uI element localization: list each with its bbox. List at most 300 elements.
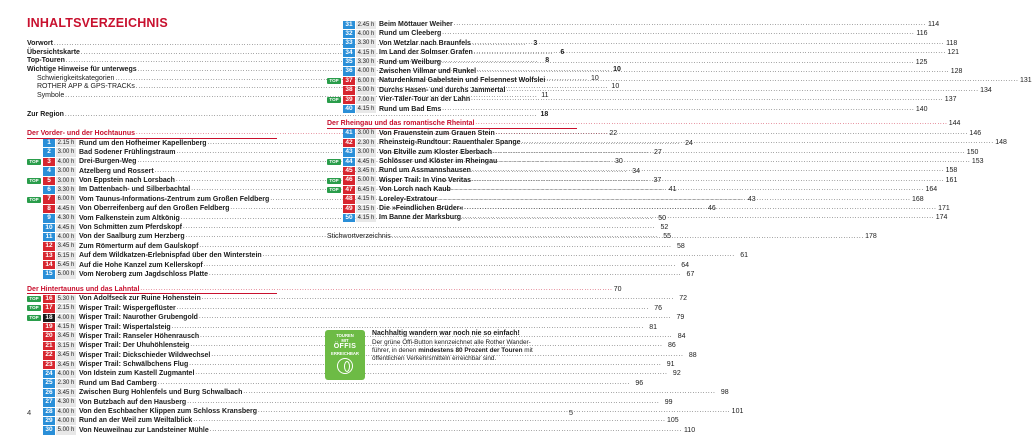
top-tour-badge bbox=[327, 87, 341, 93]
leader-dots bbox=[545, 76, 1019, 85]
tour-number: 16 bbox=[43, 295, 55, 303]
leader-dots bbox=[492, 148, 966, 157]
tour-entry[interactable] bbox=[327, 95, 957, 104]
toc-entry-label: Vorwort bbox=[27, 40, 53, 47]
tour-title: Vom Neroberg zum Jagdschloss Platte bbox=[79, 270, 209, 278]
tour-page: 134 bbox=[980, 86, 992, 94]
tour-number: 25 bbox=[43, 379, 55, 387]
tour-entry[interactable] bbox=[27, 313, 685, 322]
tour-number: 46 bbox=[343, 176, 355, 184]
tour-title: Im Dattenbach- und Silberbachtal bbox=[79, 186, 191, 194]
tour-title: Zwischen Burg Hohlenfels und Burg Schwalbach bbox=[79, 389, 243, 397]
tour-page: 125 bbox=[915, 58, 928, 66]
top-tour-badge bbox=[27, 262, 41, 268]
leader-dots bbox=[471, 166, 945, 175]
tour-page: 67 bbox=[686, 270, 695, 278]
tour-duration: 5.45 h bbox=[57, 262, 75, 269]
tour-page: 158 bbox=[945, 167, 958, 175]
tour-page: 146 bbox=[969, 129, 982, 137]
page-number-right: 5 bbox=[568, 408, 573, 417]
top-tour-badge: TOP bbox=[327, 187, 341, 193]
tour-duration: 2.30 h bbox=[357, 139, 375, 146]
toc-entry-label: Stichwortverzeichnis bbox=[327, 232, 391, 240]
tour-duration: 3.15 h bbox=[57, 342, 75, 349]
tour-number: 36 bbox=[343, 67, 355, 75]
tour-page: 50 bbox=[658, 214, 667, 222]
tour-number: 2 bbox=[43, 148, 55, 156]
section-heading-rheingau[interactable] bbox=[327, 120, 961, 129]
leader-dots bbox=[391, 233, 865, 242]
tour-number: 40 bbox=[343, 105, 355, 113]
toc-entry-zur-region[interactable] bbox=[27, 110, 549, 120]
tour-duration: 4.00 h bbox=[57, 370, 75, 377]
tour-number: 10 bbox=[43, 224, 55, 232]
tour-page: 164 bbox=[925, 186, 938, 194]
leader-dots bbox=[453, 20, 927, 29]
toc-entry-label: Zur Region bbox=[27, 110, 64, 118]
tour-number: 12 bbox=[43, 242, 55, 250]
top-tour-badge: TOP bbox=[327, 159, 341, 165]
leader-dots bbox=[451, 185, 925, 194]
tour-duration: 3.45 h bbox=[57, 243, 75, 250]
tour-entry[interactable] bbox=[27, 388, 729, 397]
top-tour-badge bbox=[27, 168, 41, 174]
tour-duration: 4.45 h bbox=[57, 205, 75, 212]
tour-page: 140 bbox=[915, 105, 928, 113]
tour-page: 76 bbox=[654, 304, 663, 312]
leader-dots bbox=[461, 213, 935, 222]
tour-entry[interactable] bbox=[27, 426, 696, 435]
tour-title: Drei-Burgen-Weg bbox=[79, 158, 137, 166]
top-tour-badge bbox=[27, 399, 41, 405]
oepnv-badge bbox=[325, 330, 365, 380]
tour-number: 8 bbox=[43, 205, 55, 213]
top-tour-badge bbox=[27, 343, 41, 349]
top-tour-badge bbox=[327, 22, 341, 28]
tour-number: 45 bbox=[343, 167, 355, 175]
tour-entry[interactable] bbox=[27, 323, 658, 332]
top-tour-badge bbox=[27, 140, 41, 146]
tour-title: Wisper Trail: Schwälbchens Flug bbox=[79, 361, 189, 369]
tour-title: Wisper Trail: Dickschieder Wildwechsel bbox=[79, 351, 211, 359]
tour-duration: 3.45 h bbox=[57, 389, 75, 396]
tour-number: 29 bbox=[43, 417, 55, 425]
tour-page: 148 bbox=[995, 139, 1007, 147]
toc-entry-label: Übersichtskarte bbox=[27, 48, 80, 56]
top-tour-badge bbox=[27, 381, 41, 387]
top-tour-badge bbox=[27, 243, 41, 249]
tour-number: 39 bbox=[343, 96, 355, 104]
tour-page: 61 bbox=[740, 252, 748, 260]
top-tour-badge: TOP bbox=[27, 315, 41, 321]
top-tour-badge bbox=[27, 215, 41, 221]
tour-title: Wisper Trail: Wispergeflüster bbox=[79, 304, 176, 312]
tour-duration: 3.45 h bbox=[57, 352, 75, 359]
tour-title: Von Idstein zum Kastell Zugmantel bbox=[79, 370, 195, 378]
top-tour-badge bbox=[27, 324, 41, 330]
tour-page: 131 bbox=[1020, 77, 1032, 85]
badge-line-mit: MIT bbox=[341, 338, 349, 343]
tour-duration: 6.45 h bbox=[357, 186, 375, 193]
tour-entry[interactable] bbox=[27, 379, 644, 388]
tour-duration: 6.00 h bbox=[357, 77, 375, 84]
tour-page: 27 bbox=[654, 148, 662, 156]
tour-duration: 4.00 h bbox=[57, 233, 75, 240]
tour-duration: 3.00 h bbox=[357, 149, 375, 156]
tour-title: Atzelberg und Rossert bbox=[79, 167, 154, 175]
tour-number: 37 bbox=[343, 77, 355, 85]
section-title: Der Rheingau und das romantische Rheintal bbox=[327, 120, 475, 128]
top-tour-badge bbox=[327, 131, 341, 137]
tour-entry[interactable] bbox=[27, 223, 669, 232]
tour-page: 168 bbox=[912, 195, 924, 203]
tour-number: 38 bbox=[343, 86, 355, 94]
tour-number: 28 bbox=[43, 408, 55, 416]
tour-number: 20 bbox=[43, 332, 55, 340]
tour-duration: 3.00 h bbox=[57, 149, 75, 156]
tour-duration: 3.00 h bbox=[57, 168, 75, 175]
tour-page: 37 bbox=[653, 177, 662, 185]
tour-entry[interactable] bbox=[327, 105, 928, 114]
tour-duration: 4.30 h bbox=[57, 215, 75, 222]
tour-duration: 4.00 h bbox=[57, 158, 75, 165]
section-page: 70 bbox=[613, 285, 622, 293]
leader-dots bbox=[521, 138, 995, 147]
tour-page: 121 bbox=[947, 49, 960, 57]
oepnv-text bbox=[372, 330, 579, 363]
tour-entry[interactable] bbox=[327, 213, 948, 222]
tour-number: 31 bbox=[343, 21, 355, 29]
top-tour-badge bbox=[27, 253, 41, 259]
tour-page: 91 bbox=[666, 361, 675, 369]
leader-dots bbox=[476, 67, 950, 76]
oepnv-body-1: Der grüne Öffi-Button kennzeichnet alle Rother Wander- bbox=[372, 338, 531, 346]
tour-title: Von Eltville zum Kloster Eberbach bbox=[379, 148, 493, 156]
tour-number: 22 bbox=[43, 351, 55, 359]
tour-title: Rund um den Hofheimer Kapellenberg bbox=[79, 139, 207, 147]
tour-title: Rund um Assmannshausen bbox=[379, 167, 471, 175]
top-tour-badge bbox=[27, 428, 41, 434]
top-tour-badge bbox=[27, 418, 41, 424]
tour-number: 19 bbox=[43, 323, 55, 331]
top-tour-badge bbox=[27, 187, 41, 193]
tour-page: 43 bbox=[747, 195, 756, 203]
top-tour-badge: TOP bbox=[327, 178, 341, 184]
tour-number: 32 bbox=[343, 30, 355, 38]
tour-duration: 4.15 h bbox=[357, 106, 375, 113]
tour-number: 14 bbox=[43, 261, 55, 269]
tour-title: Rund um Bad Ems bbox=[379, 105, 442, 113]
tour-page: 55 bbox=[663, 233, 671, 241]
tour-duration: 7.00 h bbox=[357, 96, 375, 103]
top-tour-badge bbox=[27, 371, 41, 377]
top-tour-badge: TOP bbox=[27, 305, 41, 311]
tour-duration: 2.30 h bbox=[57, 380, 75, 387]
tour-title: Von Lorch nach Kaub bbox=[379, 186, 451, 194]
tour-number: 13 bbox=[43, 252, 55, 260]
tour-entry[interactable] bbox=[327, 58, 928, 67]
tour-title: Von Adolfseck zur Ruine Hohenstein bbox=[79, 295, 201, 303]
leader-dots bbox=[505, 86, 979, 95]
badge-line-erreichbar: ERREICHBAR bbox=[331, 351, 359, 356]
tour-page: 174 bbox=[935, 214, 948, 222]
tour-duration: 4.15 h bbox=[357, 196, 375, 203]
top-tour-badge bbox=[27, 225, 41, 231]
oepnv-body-2b: mindestens 80 Prozent der Touren bbox=[418, 346, 523, 354]
tour-duration: 3.30 h bbox=[357, 59, 375, 66]
top-tour-badge: TOP bbox=[27, 296, 41, 302]
tour-page: 110 bbox=[683, 426, 696, 434]
tour-title: Zum Römerturm auf dem Gaulskopf bbox=[79, 242, 199, 250]
tour-duration: 3.15 h bbox=[357, 205, 375, 212]
tour-title: Zwischen Villmar und Runkel bbox=[379, 67, 477, 75]
leader-dots bbox=[441, 29, 915, 38]
tour-page: 116 bbox=[916, 30, 928, 38]
tour-title: Rheinsteig-Rundtour: Rauenthaler Spange bbox=[379, 139, 521, 147]
tour-page: 98 bbox=[720, 389, 729, 397]
tour-title: Naturdenkmal Gabelstein und Felsennest Wolfslei bbox=[379, 77, 546, 85]
leader-dots bbox=[473, 48, 947, 57]
toc-entry-label: Schwierigkeitskategorien bbox=[37, 74, 115, 82]
section-page: 22 bbox=[609, 130, 618, 137]
top-tour-badge bbox=[327, 149, 341, 155]
tour-number: 50 bbox=[343, 214, 355, 222]
tour-page: 34 bbox=[632, 167, 641, 175]
tour-entry[interactable] bbox=[27, 304, 663, 313]
tour-entry[interactable] bbox=[27, 251, 748, 260]
tour-number: 42 bbox=[343, 139, 355, 147]
tour-entry[interactable] bbox=[327, 20, 940, 29]
tour-number: 15 bbox=[43, 270, 55, 278]
toc-entry-page: 10 bbox=[613, 66, 621, 74]
tour-page: 105 bbox=[666, 417, 679, 425]
tour-title: Rund an der Weil zum Weiltalblick bbox=[79, 417, 193, 425]
tour-title: Vier-Täler-Tour an der Lahn bbox=[379, 96, 471, 104]
tour-entry[interactable] bbox=[27, 270, 695, 279]
tour-number: 41 bbox=[343, 129, 355, 137]
tour-duration: 2.45 h bbox=[357, 21, 375, 28]
tour-entry[interactable] bbox=[27, 360, 675, 369]
oepnv-body-2c: mit bbox=[522, 346, 533, 354]
tour-duration: 3.00 h bbox=[357, 130, 375, 137]
tour-duration: 3.00 h bbox=[57, 177, 75, 184]
tour-duration: 3.30 h bbox=[357, 40, 375, 47]
tour-page: 92 bbox=[672, 370, 681, 378]
tour-duration: 4.15 h bbox=[357, 214, 375, 221]
oepnv-body-3: öffentlichen Verkehrsmitteln erreichbar sind. bbox=[372, 354, 497, 362]
tour-entry[interactable] bbox=[327, 48, 960, 57]
tour-page: 64 bbox=[681, 261, 690, 269]
leader-dots bbox=[471, 176, 945, 185]
tour-number: 9 bbox=[43, 214, 55, 222]
top-tour-badge bbox=[327, 59, 341, 65]
tour-number: 4 bbox=[43, 167, 55, 175]
toc-entry-label: ROTHER APP & GPS-TRACKs bbox=[37, 83, 135, 91]
tour-title: Durchs Hasen- und durchs Jammertal bbox=[379, 86, 506, 94]
tour-title: Im Banne der Marksburg bbox=[379, 214, 462, 222]
tour-number: 44 bbox=[343, 158, 355, 166]
toc-entry-label: Wichtige Hinweise für unterwegs bbox=[27, 66, 137, 74]
tour-duration: 5.00 h bbox=[357, 177, 375, 184]
tour-number: 33 bbox=[343, 39, 355, 47]
tour-number: 34 bbox=[343, 49, 355, 57]
tour-duration: 5.00 h bbox=[357, 87, 375, 94]
tour-duration: 4.45 h bbox=[357, 158, 375, 165]
tour-page: 161 bbox=[945, 176, 958, 184]
tour-entry[interactable] bbox=[327, 29, 928, 38]
leader-dots bbox=[441, 105, 915, 114]
tour-title: Rund um Bad Camberg bbox=[79, 379, 157, 387]
tour-page: 150 bbox=[966, 148, 979, 156]
tour-page: 99 bbox=[664, 398, 673, 406]
tour-duration: 5.15 h bbox=[57, 252, 75, 259]
tour-page: 101 bbox=[731, 408, 744, 416]
tour-title: Von Oberreifenberg auf den Großen Feldberg bbox=[79, 205, 230, 213]
tour-number: 43 bbox=[343, 148, 355, 156]
tour-duration: 2.15 h bbox=[57, 305, 75, 312]
tour-entry[interactable] bbox=[27, 242, 685, 251]
tour-title: Von Eppstein nach Lorsbach bbox=[79, 177, 175, 185]
tour-page: 81 bbox=[649, 323, 658, 331]
top-tour-badge: TOP bbox=[327, 78, 341, 84]
top-tour-badge bbox=[27, 150, 41, 156]
tour-title: Von Butzbach auf den Hausberg bbox=[79, 398, 187, 406]
tour-entry[interactable] bbox=[27, 407, 744, 416]
tour-duration: 3.30 h bbox=[57, 186, 75, 193]
leader-dots bbox=[471, 39, 945, 48]
top-tour-badge bbox=[327, 69, 341, 75]
tour-number: 27 bbox=[43, 398, 55, 406]
tour-page: 79 bbox=[676, 314, 685, 322]
tour-title: Vom Falkenstein zum Altkönig bbox=[79, 214, 180, 222]
leader-dots bbox=[470, 95, 944, 104]
oepnv-body-2a: führer, in denen bbox=[372, 346, 419, 354]
tour-duration: 5.30 h bbox=[57, 295, 75, 302]
tour-number: 30 bbox=[43, 426, 55, 434]
top-tour-badge bbox=[327, 215, 341, 221]
top-tour-badge bbox=[327, 206, 341, 212]
tour-page: 171 bbox=[938, 205, 950, 213]
tour-number: 49 bbox=[343, 205, 355, 213]
tour-title: Wisper Trail: Der Uhuhöhlensteig bbox=[79, 342, 190, 350]
tour-duration: 2.15 h bbox=[57, 140, 75, 146]
tour-duration: 6.00 h bbox=[57, 196, 75, 203]
tour-duration: 5.00 h bbox=[57, 271, 75, 278]
top-tour-badge bbox=[327, 50, 341, 56]
tour-page: 88 bbox=[688, 351, 697, 359]
top-tour-badge: TOP bbox=[27, 178, 41, 184]
toc-entry-page: 178 bbox=[865, 232, 877, 240]
section-heading-hintertaunus[interactable] bbox=[27, 285, 622, 294]
top-tour-badge bbox=[327, 168, 341, 174]
tour-title: Rund um Weilburg bbox=[379, 58, 442, 66]
tour-duration: 4.15 h bbox=[57, 324, 75, 331]
tour-entry[interactable] bbox=[27, 369, 681, 378]
toc-entry-page: 3 bbox=[533, 40, 538, 47]
tour-number: 7 bbox=[43, 195, 55, 203]
tour-entry[interactable] bbox=[27, 294, 688, 303]
tour-title: Von der Saalburg zum Herzberg bbox=[79, 233, 185, 241]
tour-number: 6 bbox=[43, 186, 55, 194]
tour-page: 153 bbox=[971, 158, 984, 166]
top-tour-badge bbox=[327, 196, 341, 202]
tour-number: 35 bbox=[343, 58, 355, 66]
tour-entry[interactable] bbox=[27, 261, 690, 270]
top-tour-badge bbox=[327, 106, 341, 112]
tour-number: 18 bbox=[43, 314, 55, 322]
top-tour-badge bbox=[27, 272, 41, 278]
tour-duration: 3.45 h bbox=[57, 361, 75, 368]
tour-page: 24 bbox=[685, 139, 693, 147]
top-tour-badge bbox=[327, 140, 341, 146]
tour-title: Von Wetzlar nach Braunfels bbox=[379, 39, 471, 47]
tour-page: 46 bbox=[707, 205, 716, 213]
toc-entry-label: Top-Touren bbox=[27, 57, 65, 65]
tour-title: Bad Sodener Frühlingstraum bbox=[79, 148, 176, 156]
top-tour-badge bbox=[27, 206, 41, 212]
badge-line-oeffis: ÖFFIS bbox=[333, 343, 357, 350]
tour-title: Rund um Cleeberg bbox=[379, 30, 442, 38]
top-tour-badge bbox=[27, 390, 41, 396]
tour-duration: 4.00 h bbox=[357, 68, 375, 75]
top-tour-badge: TOP bbox=[27, 159, 41, 165]
top-tour-badge bbox=[327, 31, 341, 37]
toc-entry-page: 8 bbox=[545, 57, 550, 65]
oepnv-headline: Nachhaltig wandern war noch nie so einfach! bbox=[372, 330, 520, 337]
top-tour-badge bbox=[327, 40, 341, 46]
tour-title: Wisper Trail: Ranseler Höhenrausch bbox=[79, 332, 200, 340]
tour-number: 48 bbox=[343, 195, 355, 203]
tour-number: 26 bbox=[43, 389, 55, 397]
tour-entry[interactable] bbox=[327, 166, 958, 175]
tour-page: 72 bbox=[679, 295, 688, 303]
tour-title: Auf die Hohe Kanzel zum Kellerskopf bbox=[79, 261, 203, 269]
toc-entry-page: 10 bbox=[611, 83, 620, 91]
page-title: INHALTSVERZEICHNIS bbox=[27, 16, 168, 30]
section-page: 144 bbox=[948, 120, 961, 128]
tour-number: 11 bbox=[43, 233, 55, 241]
toc-entry-page: 6 bbox=[560, 48, 565, 56]
tour-entry[interactable] bbox=[27, 398, 673, 407]
tour-title: Von Frauenstein zum Grauen Stein bbox=[379, 129, 495, 137]
tour-page: 52 bbox=[660, 224, 669, 232]
tour-entry[interactable] bbox=[327, 39, 958, 48]
tour-duration: 4.15 h bbox=[357, 49, 375, 56]
tour-title: Von den Eschbacher Klippen zum Schloss Kransberg bbox=[79, 408, 258, 416]
tour-duration: 3.45 h bbox=[357, 167, 375, 174]
tour-page: 84 bbox=[677, 332, 686, 340]
tour-title: Von Schmitten zum Pferdskopf bbox=[79, 224, 182, 232]
toc-entry-page: 10 bbox=[590, 74, 599, 82]
leader-dots bbox=[495, 129, 969, 138]
top-tour-badge bbox=[27, 334, 41, 340]
tour-title: Auf dem Wildkatzen-Erlebnispfad über den Winterstein bbox=[79, 252, 262, 260]
tour-number: 5 bbox=[43, 177, 55, 185]
tour-page: 137 bbox=[944, 96, 957, 104]
tour-entry[interactable] bbox=[27, 416, 679, 425]
tour-duration: 3.45 h bbox=[57, 333, 75, 340]
tour-title: Loreley-Extratour bbox=[379, 195, 438, 203]
toc-entry-page: 18 bbox=[540, 110, 549, 118]
tour-page: 58 bbox=[676, 242, 685, 250]
top-tour-badge bbox=[27, 362, 41, 368]
badge-line-touren: TOUREN bbox=[336, 333, 354, 338]
public-transport-notice bbox=[325, 330, 580, 382]
tour-title: Vom Taunus-Informations-Zentrum zum Großen Feldberg bbox=[79, 195, 270, 203]
tour-title: Von Neuweilnau zur Landsteiner Mühle bbox=[79, 426, 209, 434]
tour-duration: 4.00 h bbox=[357, 30, 375, 37]
page-number-left: 4 bbox=[27, 408, 32, 417]
